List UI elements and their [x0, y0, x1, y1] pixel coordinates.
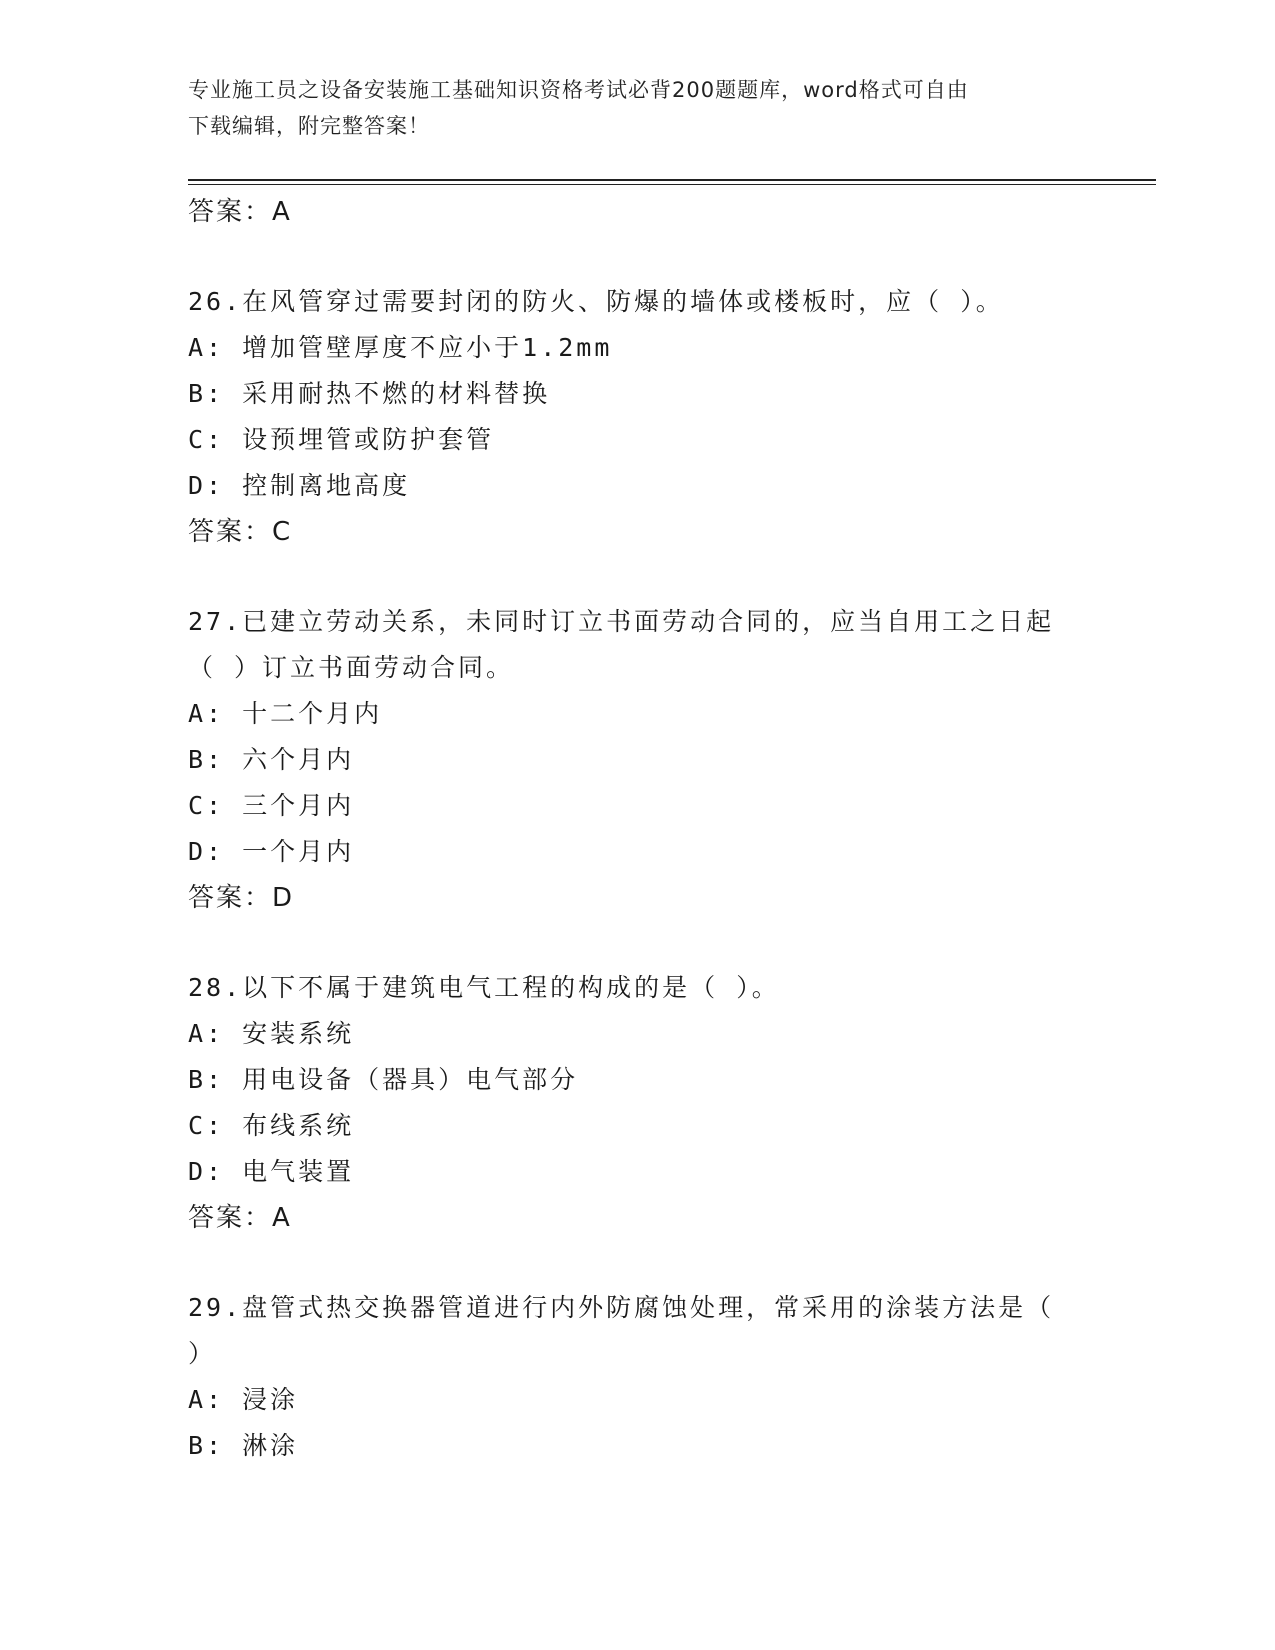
- option-d: D: 一个月内: [188, 837, 355, 866]
- option-d: D: 控制离地高度: [188, 471, 411, 500]
- option-d: D: 电气装置: [188, 1157, 355, 1186]
- header-line-1: 专业施工员之设备安装施工基础知识资格考试必背200题题库，word格式可自由: [188, 78, 969, 102]
- option-a: A: 十二个月内: [188, 699, 383, 728]
- question-26: [188, 279, 1088, 555]
- question-27: [188, 599, 1088, 921]
- option-a: A: 增加管壁厚度不应小于1.2mm: [188, 333, 613, 362]
- option-a: A: 浸涂: [188, 1385, 299, 1414]
- option-a: A: 安装系统: [188, 1019, 355, 1048]
- option-b: B: 淋涂: [188, 1431, 299, 1460]
- option-b: B: 用电设备（器具）电气部分: [188, 1065, 579, 1094]
- header-line-2: 下载编辑，附完整答案！: [188, 114, 430, 138]
- document-header: [188, 72, 1068, 144]
- option-c: C: 三个月内: [188, 791, 355, 820]
- question-stem-continued: ）: [188, 1339, 217, 1368]
- answer: 答案：C: [188, 517, 293, 547]
- option-c: C: 设预埋管或防护套管: [188, 425, 495, 454]
- previous-answer: 答案：A: [188, 197, 292, 227]
- header-rule-thick: [188, 179, 1156, 181]
- option-b: B: 采用耐热不燃的材料替换: [188, 379, 551, 408]
- answer: 答案：D: [188, 883, 295, 913]
- header-rule-thin: [188, 184, 1156, 185]
- question-stem: 27.已建立劳动关系，未同时订立书面劳动合同的，应当自用工之日起: [188, 607, 1055, 636]
- answer: 答案：A: [188, 1203, 292, 1233]
- option-b: B: 六个月内: [188, 745, 355, 774]
- question-stem-continued: （ ）订立书面劳动合同。: [188, 653, 515, 682]
- question-stem: 26.在风管穿过需要封闭的防火、防爆的墙体或楼板时，应（ ）。: [188, 287, 1004, 316]
- question-stem: 28.以下不属于建筑电气工程的构成的是（ ）。: [188, 973, 780, 1002]
- option-c: C: 布线系统: [188, 1111, 355, 1140]
- question-stem: 29.盘管式热交换器管道进行内外防腐蚀处理，常采用的涂装方法是（: [188, 1293, 1055, 1322]
- question-29: [188, 1285, 1088, 1469]
- question-28: [188, 965, 1088, 1241]
- question-list: [188, 189, 1088, 1469]
